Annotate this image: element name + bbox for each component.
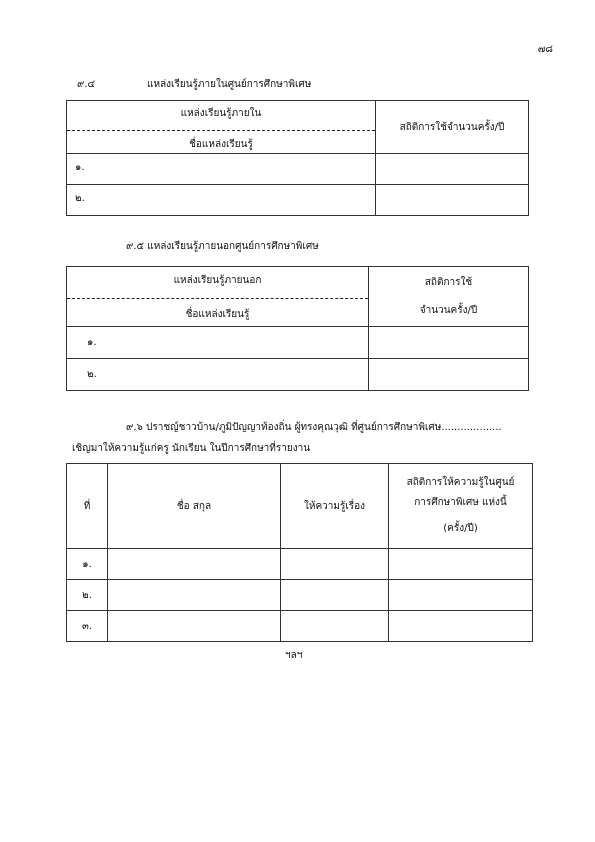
row-number: ๑.	[67, 154, 376, 185]
header-stats-line2: การศึกษาพิเศษ แห่งนี้	[414, 497, 507, 508]
table-cell	[108, 549, 281, 580]
header-cell-number: ที่	[67, 464, 108, 549]
header-source-name: ชื่อแหล่งเรียนรู้	[189, 139, 253, 150]
row-number: ๒.	[67, 359, 369, 391]
table-header-row	[67, 267, 529, 327]
table-row	[67, 549, 533, 580]
table-cell	[389, 611, 533, 642]
section-96-line1: ๙.๖ ปราชญ์ชาวบ้าน/ภูมิปัญญาท้องถิ่น ผู้ทรงคุณวุฒิ ที่ศูนย์การศึกษาพิเศษ...................	[126, 422, 502, 433]
table-row	[67, 359, 529, 391]
table-cell	[281, 611, 389, 642]
header-cell-stats: สถิติการใช้จำนวนครั้ง/ปี	[376, 101, 529, 154]
table-row	[67, 185, 529, 216]
row-number: ๓.	[67, 611, 108, 642]
header-cell-source	[67, 267, 369, 327]
header-cell-name: ชื่อ สกุล	[108, 464, 281, 549]
table-internal-learning-sources	[66, 100, 529, 216]
table-row	[67, 611, 533, 642]
table-cell	[376, 154, 529, 185]
table-header-row	[67, 464, 533, 549]
dashed-divider	[67, 298, 368, 299]
table-cell	[376, 185, 529, 216]
header-stats-line2: จำนวนครั้ง/ปี	[419, 304, 478, 316]
header-stats-line1: สถิติการให้ความรู้ในศูนย์	[406, 477, 515, 488]
header-cell-source	[67, 101, 376, 154]
table-cell	[281, 549, 389, 580]
header-cell-topic: ให้ความรู้เรื่อง	[281, 464, 389, 549]
table-row	[67, 580, 533, 611]
table-row	[67, 327, 529, 359]
row-number: ๒.	[67, 185, 376, 216]
section-96-line2: เชิญมาให้ความรู้แก่ครู นักเรียน ในปีการศึกษาที่รายงาน	[72, 443, 311, 454]
header-stats-line3: (ครั้ง/ปี)	[443, 523, 478, 534]
table-cell	[108, 611, 281, 642]
dashed-divider	[67, 130, 375, 131]
header-source-type: แหล่งเรียนรู้ภายใน	[180, 108, 262, 119]
table-cell	[281, 580, 389, 611]
header-source-name: ชื่อแหล่งเรียนรู้	[185, 309, 250, 320]
table-external-learning-sources	[66, 266, 529, 391]
header-cell-stats	[369, 267, 529, 327]
section-94-title: แหล่งเรียนรู้ภายในศูนย์การศึกษาพิเศษ	[147, 79, 312, 90]
row-number: ๒.	[67, 580, 108, 611]
row-number: ๑.	[67, 327, 369, 359]
header-source-type: แหล่งเรียนรู้ภายนอก	[173, 275, 262, 286]
page-number: ๗๘	[537, 44, 553, 55]
table-cell	[369, 327, 529, 359]
table-cell	[108, 580, 281, 611]
footer-etc-mark: ฯลฯ	[285, 650, 303, 661]
table-cell	[389, 549, 533, 580]
header-cell-stats	[389, 464, 533, 549]
section-95-title: ๙.๕ แหล่งเรียนรู้ภายนอกศูนย์การศึกษาพิเศษ	[126, 241, 319, 252]
header-stats-line1: สถิติการใช้	[424, 276, 473, 288]
table-cell	[369, 359, 529, 391]
table-header-row	[67, 101, 529, 154]
table-cell	[389, 580, 533, 611]
section-94-number: ๙.๔	[77, 79, 96, 90]
table-row	[67, 154, 529, 185]
table-local-experts	[66, 463, 533, 642]
row-number: ๑.	[67, 549, 108, 580]
